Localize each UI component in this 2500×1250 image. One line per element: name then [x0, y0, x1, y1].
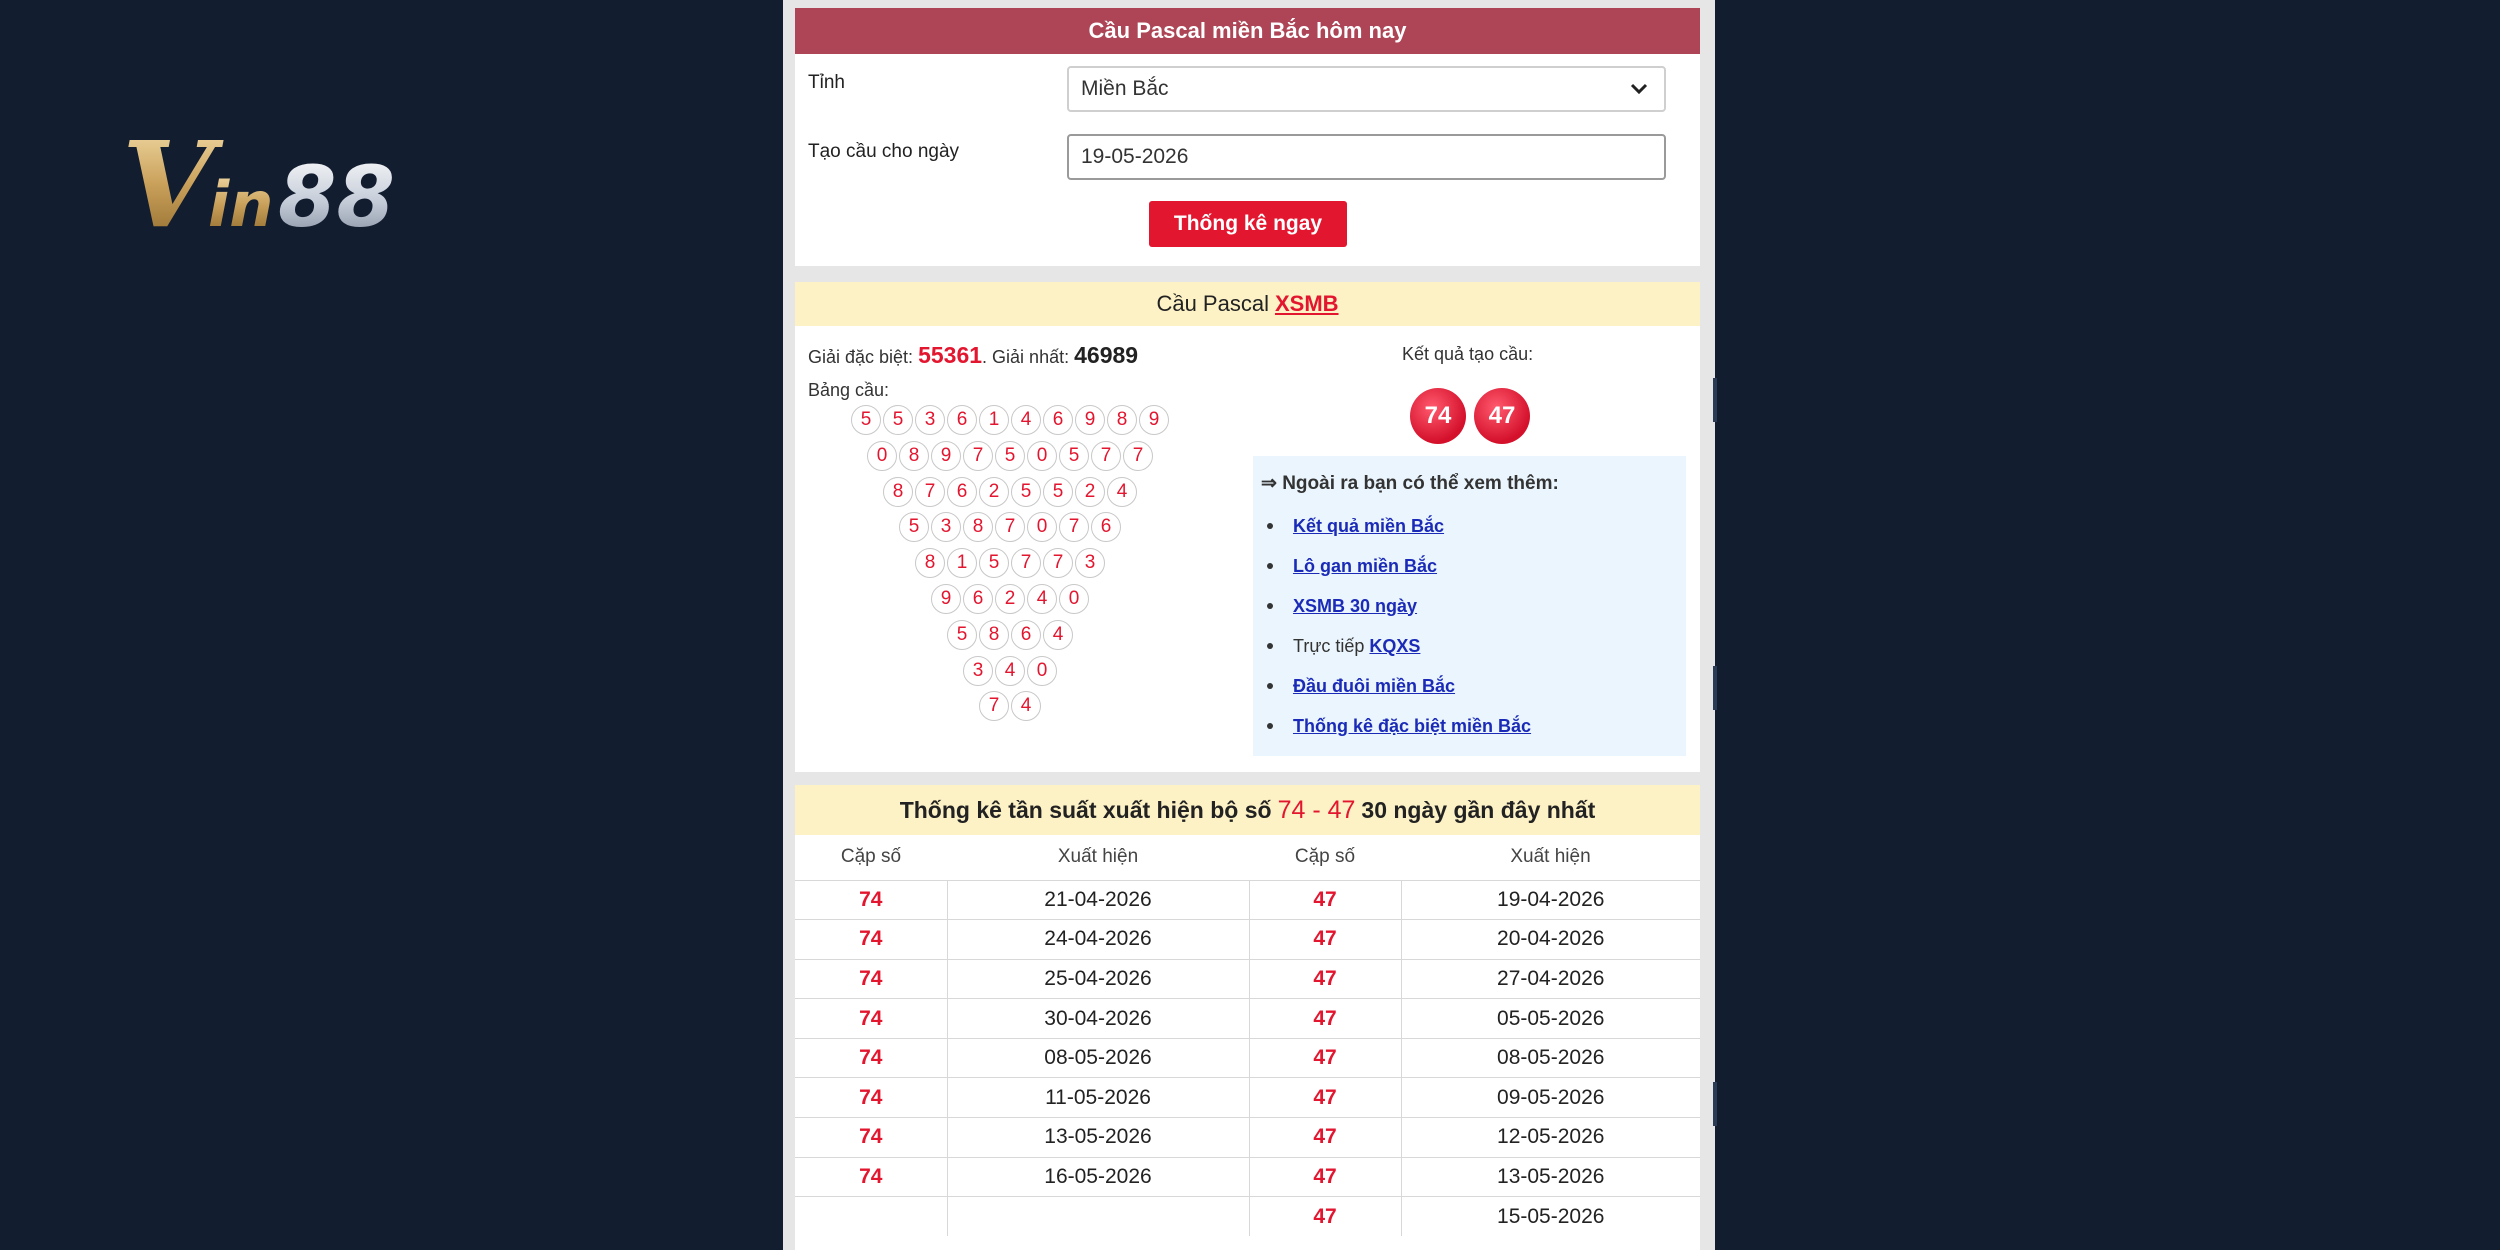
- pair-highlight: 74 - 47: [1277, 795, 1356, 824]
- triangle-digit: 5: [851, 405, 881, 435]
- date-cell: 11-05-2026: [947, 1078, 1249, 1118]
- triangle-digit: 7: [1123, 441, 1153, 471]
- triangle-digit: 0: [867, 441, 897, 471]
- pair-cell: 74: [795, 1078, 947, 1118]
- triangle-digit: 7: [1091, 441, 1121, 471]
- triangle-digit: 6: [947, 405, 977, 435]
- pair-cell: 47: [1249, 1118, 1401, 1158]
- triangle-digit: 3: [915, 405, 945, 435]
- triangle-row: [795, 584, 1225, 614]
- triangle-row: [795, 477, 1225, 507]
- result-ball: 47: [1474, 388, 1530, 444]
- scroll-marker: [1713, 378, 1717, 422]
- triangle-row: [795, 441, 1225, 471]
- see-more-link[interactable]: Thống kê đặc biệt miền Bắc: [1293, 715, 1532, 736]
- triangle-digit: 4: [1011, 405, 1041, 435]
- triangle-digit: 7: [995, 512, 1025, 542]
- pair-cell: 47: [1249, 1197, 1401, 1237]
- triangle-digit: 0: [1027, 512, 1057, 542]
- triangle-digit: 4: [1107, 477, 1137, 507]
- triangle-digit: 3: [1075, 548, 1105, 578]
- triangle-digit: 6: [947, 477, 977, 507]
- vin88-logo: [118, 118, 488, 238]
- triangle-row: [795, 691, 1225, 721]
- pair-cell: 47: [1249, 880, 1401, 920]
- date-cell: 15-05-2026: [1401, 1197, 1700, 1237]
- table-row: [795, 1197, 1700, 1237]
- table-row: [795, 1118, 1700, 1158]
- frequency-table: [795, 835, 1700, 1236]
- see-more-title: ⇒ Ngoài ra bạn có thể xem thêm:: [1261, 473, 1559, 494]
- pair-cell: 74: [795, 1157, 947, 1197]
- chevron-down-icon: [1628, 78, 1650, 100]
- pair-cell: 47: [1249, 1078, 1401, 1118]
- date-cell: 05-05-2026: [1401, 999, 1700, 1039]
- triangle-digit: 5: [1059, 441, 1089, 471]
- date-cell: 13-05-2026: [1401, 1157, 1700, 1197]
- pair-cell: 47: [1249, 999, 1401, 1039]
- svg-text:V: V: [122, 118, 214, 238]
- triangle-digit: 7: [915, 477, 945, 507]
- triangle-digit: 1: [979, 405, 1009, 435]
- frequency-panel: [795, 785, 1700, 1250]
- pair-cell: 74: [795, 999, 947, 1039]
- see-more-item: [1261, 506, 1531, 546]
- date-cell: 08-05-2026: [1401, 1038, 1700, 1078]
- date-cell: [947, 1197, 1249, 1237]
- date-cell: 30-04-2026: [947, 999, 1249, 1039]
- xsmb-link[interactable]: XSMB: [1274, 291, 1339, 316]
- triangle-digit: 4: [1043, 620, 1073, 650]
- table-row: [795, 1038, 1700, 1078]
- column-header: Cặp số: [840, 846, 902, 868]
- triangle-row: [795, 548, 1225, 578]
- triangle-digit: 8: [963, 512, 993, 542]
- triangle-digit: 6: [963, 584, 993, 614]
- pascal-result-panel: [795, 282, 1700, 772]
- pair-cell: 47: [1249, 1157, 1401, 1197]
- triangle-digit: 6: [1091, 512, 1121, 542]
- triangle-digit: 8: [1107, 405, 1137, 435]
- triangle-digit: 2: [995, 584, 1025, 614]
- triangle-digit: 0: [1027, 656, 1057, 686]
- see-more-box: [1253, 456, 1686, 756]
- prize-line: Giải đặc biệt: 55361. Giải nhất: 46989: [808, 342, 1139, 368]
- pair-cell: 47: [1249, 920, 1401, 960]
- date-cell: 08-05-2026: [947, 1038, 1249, 1078]
- pair-cell: 74: [795, 1118, 947, 1158]
- triangle-digit: 7: [979, 691, 1009, 721]
- triangle-digit: 8: [883, 477, 913, 507]
- see-more-list: [1261, 506, 1531, 746]
- column-header: Cặp số: [1294, 846, 1356, 868]
- date-label: Tạo cầu cho ngày: [808, 141, 960, 162]
- svg-text:88: 88: [278, 148, 395, 238]
- pair-cell: 74: [795, 1038, 947, 1078]
- triangle-digit: 5: [995, 441, 1025, 471]
- triangle-digit: 3: [963, 656, 993, 686]
- see-more-item: [1261, 706, 1531, 746]
- triangle-row: [795, 405, 1225, 435]
- triangle-digit: 4: [1011, 691, 1041, 721]
- triangle-digit: 9: [1075, 405, 1105, 435]
- date-cell: 27-04-2026: [1401, 959, 1700, 999]
- triangle-digit: 5: [947, 620, 977, 650]
- table-row: [795, 920, 1700, 960]
- submit-button[interactable]: Thống kê ngay: [1149, 201, 1347, 247]
- triangle-digit: 0: [1027, 441, 1057, 471]
- see-more-link[interactable]: Lô gan miền Bắc: [1293, 555, 1438, 576]
- see-more-item: [1261, 586, 1531, 626]
- triangle-digit: 8: [979, 620, 1009, 650]
- first-prize-value: 46989: [1074, 342, 1139, 368]
- triangle-digit: 2: [1075, 477, 1105, 507]
- triangle-row: [795, 620, 1225, 650]
- province-select[interactable]: Miền Bắc: [1067, 66, 1666, 112]
- pair-cell: 74: [795, 920, 947, 960]
- date-input[interactable]: 19-05-2026: [1067, 134, 1666, 180]
- result-ball: 74: [1410, 388, 1466, 444]
- pair-cell: 47: [1249, 1038, 1401, 1078]
- table-row: [795, 1157, 1700, 1197]
- pair-cell: 47: [1249, 959, 1401, 999]
- triangle-digit: 7: [1043, 548, 1073, 578]
- triangle-digit: 9: [931, 441, 961, 471]
- date-cell: 13-05-2026: [947, 1118, 1249, 1158]
- date-cell: 25-04-2026: [947, 959, 1249, 999]
- date-cell: 12-05-2026: [1401, 1118, 1700, 1158]
- date-cell: 16-05-2026: [947, 1157, 1249, 1197]
- svg-text:in: in: [208, 168, 274, 238]
- see-more-item: Trực tiếp KQXS: [1261, 626, 1531, 666]
- date-cell: 20-04-2026: [1401, 920, 1700, 960]
- form-title: Cầu Pascal miền Bắc hôm nay: [795, 8, 1700, 54]
- table-label: Bảng cầu:: [808, 380, 890, 400]
- triangle-digit: 0: [1059, 584, 1089, 614]
- triangle-digit: 7: [1059, 512, 1089, 542]
- triangle-digit: 7: [963, 441, 993, 471]
- triangle-digit: 6: [1011, 620, 1041, 650]
- result-label: Kết quả tạo cầu:: [1402, 344, 1534, 364]
- date-cell: 09-05-2026: [1401, 1078, 1700, 1118]
- table-row: [795, 999, 1700, 1039]
- triangle-digit: 5: [899, 512, 929, 542]
- triangle-digit: 6: [1043, 405, 1073, 435]
- pair-cell: [795, 1197, 947, 1237]
- table-row: [795, 1078, 1700, 1118]
- triangle-digit: 9: [1139, 405, 1169, 435]
- see-more-link[interactable]: Kết quả miền Bắc: [1293, 515, 1445, 536]
- column-header: Xuất hiện: [1510, 846, 1591, 868]
- see-more-link[interactable]: Đầu đuôi miền Bắc: [1293, 675, 1456, 696]
- scroll-marker: [1713, 666, 1717, 710]
- pair-cell: 74: [795, 880, 947, 920]
- triangle-digit: 7: [1011, 548, 1041, 578]
- triangle-digit: 5: [883, 405, 913, 435]
- triangle-digit: 5: [1011, 477, 1041, 507]
- triangle-digit: 5: [1043, 477, 1073, 507]
- date-cell: 21-04-2026: [947, 880, 1249, 920]
- province-label: Tỉnh: [808, 72, 845, 93]
- triangle-row: [795, 656, 1225, 686]
- frequency-title: Thống kê tần suất xuất hiện bộ số 74 - 47 30 ngày gần đây nhất: [795, 785, 1700, 835]
- column-header: Xuất hiện: [1057, 846, 1139, 868]
- see-more-link[interactable]: KQXS: [1369, 635, 1421, 656]
- table-row: [795, 959, 1700, 999]
- see-more-item: [1261, 666, 1531, 706]
- triangle-digit: 5: [979, 548, 1009, 578]
- triangle-digit: 4: [1027, 584, 1057, 614]
- triangle-digit: 1: [947, 548, 977, 578]
- see-more-link[interactable]: XSMB 30 ngày: [1293, 595, 1418, 616]
- date-cell: 19-04-2026: [1401, 880, 1700, 920]
- date-cell: 24-04-2026: [947, 920, 1249, 960]
- table-row: [795, 880, 1700, 920]
- triangle-digit: 2: [979, 477, 1009, 507]
- see-more-item: [1261, 546, 1531, 586]
- pascal-form-panel: [795, 8, 1700, 266]
- triangle-digit: 8: [899, 441, 929, 471]
- scroll-marker: [1713, 1082, 1717, 1126]
- triangle-digit: 9: [931, 584, 961, 614]
- special-prize-value: 55361: [918, 342, 983, 368]
- pair-cell: 74: [795, 959, 947, 999]
- pascal-title: Cầu Pascal XSMB: [795, 282, 1700, 326]
- triangle-row: [795, 512, 1225, 542]
- triangle-digit: 3: [931, 512, 961, 542]
- triangle-digit: 4: [995, 656, 1025, 686]
- triangle-digit: 8: [915, 548, 945, 578]
